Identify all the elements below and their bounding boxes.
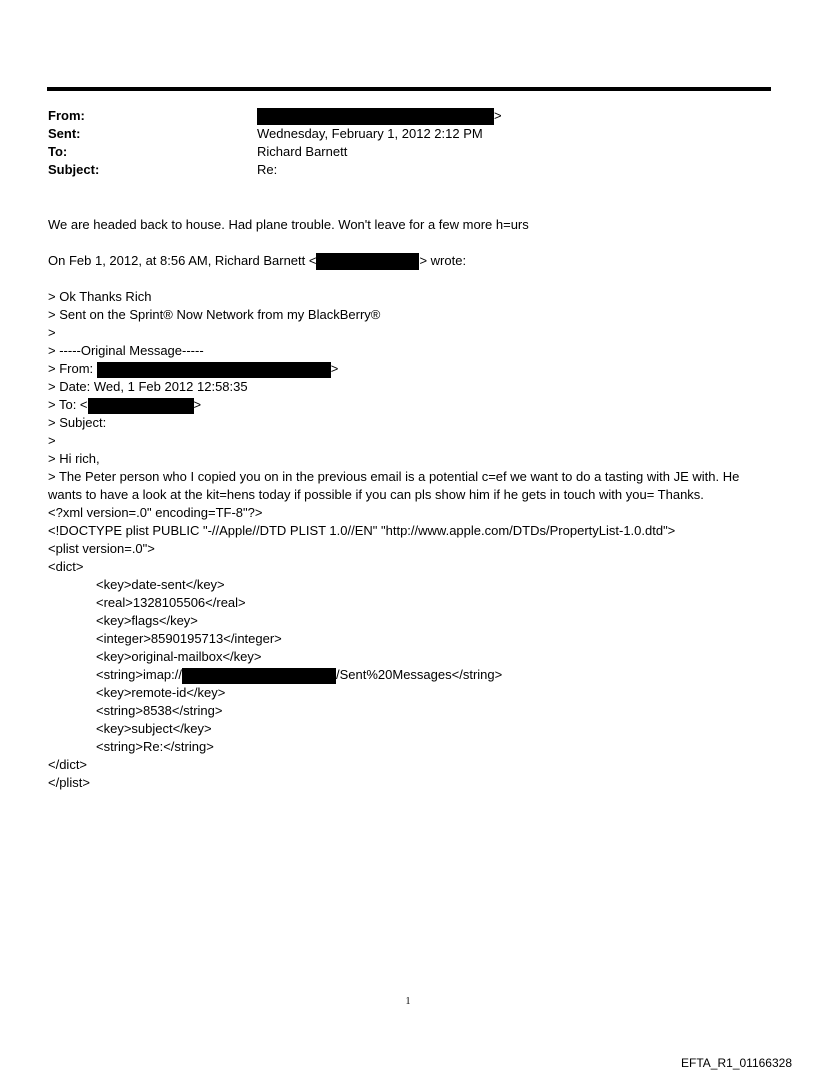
- quoted-to-line: [48, 396, 778, 414]
- redaction-block: [316, 253, 419, 270]
- page-number: 1: [405, 996, 411, 1007]
- xml-line: <string>8538</string>: [96, 703, 223, 718]
- reply-header: [48, 252, 778, 270]
- header-rule: [47, 87, 771, 91]
- email-body: [48, 216, 778, 792]
- quoted-line: >: [48, 325, 56, 340]
- reply-prefix: On Feb 1, 2012, at 8:56 AM, Richard Barnett <: [48, 253, 317, 268]
- xml-line: <real>1328105506</real>: [96, 595, 246, 610]
- quoted-to-prefix: > To: <: [48, 397, 88, 412]
- xml-line: <?xml version=.0" encoding=TF-8"?>: [48, 505, 263, 520]
- imap-prefix: <string>imap://: [96, 667, 182, 682]
- to-value: Richard Barnett: [257, 144, 348, 159]
- to-label: To:: [48, 144, 68, 159]
- quoted-line: > Ok Thanks Rich: [48, 289, 152, 304]
- quoted-line: > Subject:: [48, 415, 107, 430]
- quoted-paragraph: > The Peter person who I copied you on in the previous email is a potential c=ef we want to do a tasting with JE with. He wants to have a look at the kit=hens today if possible if you can pls show him if he gets in touch with you= Thanks.: [48, 469, 740, 502]
- redaction-block: [97, 362, 331, 378]
- xml-line: <key>flags</key>: [96, 613, 198, 628]
- sent-label: Sent:: [48, 126, 81, 141]
- xml-line: <key>original-mailbox</key>: [96, 649, 262, 664]
- sent-value: Wednesday, February 1, 2012 2:12 PM: [257, 126, 483, 141]
- quoted-line: > Sent on the Sprint® Now Network from my BlackBerry®: [48, 307, 381, 322]
- xml-line: <dict>: [48, 559, 84, 574]
- xml-line: <integer>8590195713</integer>: [96, 631, 282, 646]
- xml-line: <!DOCTYPE plist PUBLIC "-//Apple//DTD PLIST 1.0//EN" "http://www.apple.com/DTDs/PropertyList-1.0.dtd">: [48, 523, 676, 538]
- xml-line: <string>Re:</string>: [96, 739, 214, 754]
- quoted-to-suffix: >: [193, 397, 202, 412]
- xml-line: </dict>: [48, 757, 88, 772]
- quoted-from-line: [48, 360, 778, 378]
- message-line: We are headed back to house. Had plane trouble. Won't leave for a few more h=urs: [48, 217, 529, 232]
- subject-label: Subject:: [48, 162, 100, 177]
- redaction-block: [257, 108, 494, 125]
- xml-line: <plist version=.0">: [48, 541, 155, 556]
- quoted-line: > Hi rich,: [48, 451, 100, 466]
- imap-suffix: /Sent%20Messages</string>: [336, 667, 503, 682]
- xml-line: <key>subject</key>: [96, 721, 212, 736]
- quoted-from-prefix: > From:: [48, 361, 94, 376]
- xml-line: </plist>: [48, 775, 90, 790]
- xml-line: <key>date-sent</key>: [96, 577, 225, 592]
- quoted-line: >: [48, 433, 56, 448]
- xml-line: <key>remote-id</key>: [96, 685, 226, 700]
- from-value: [257, 107, 502, 125]
- quoted-line: > Date: Wed, 1 Feb 2012 12:58:35: [48, 379, 248, 394]
- from-label: From:: [48, 108, 85, 123]
- document-id: EFTA_R1_01166328: [681, 1056, 792, 1070]
- redaction-block: [88, 398, 194, 414]
- from-suffix: >: [494, 108, 502, 123]
- subject-value: Re:: [257, 162, 278, 177]
- redaction-block: [182, 668, 336, 684]
- quoted-from-suffix: >: [330, 361, 339, 376]
- xml-imap-line: [48, 666, 778, 684]
- quoted-line: > -----Original Message-----: [48, 343, 204, 358]
- reply-suffix: > wrote:: [419, 253, 467, 268]
